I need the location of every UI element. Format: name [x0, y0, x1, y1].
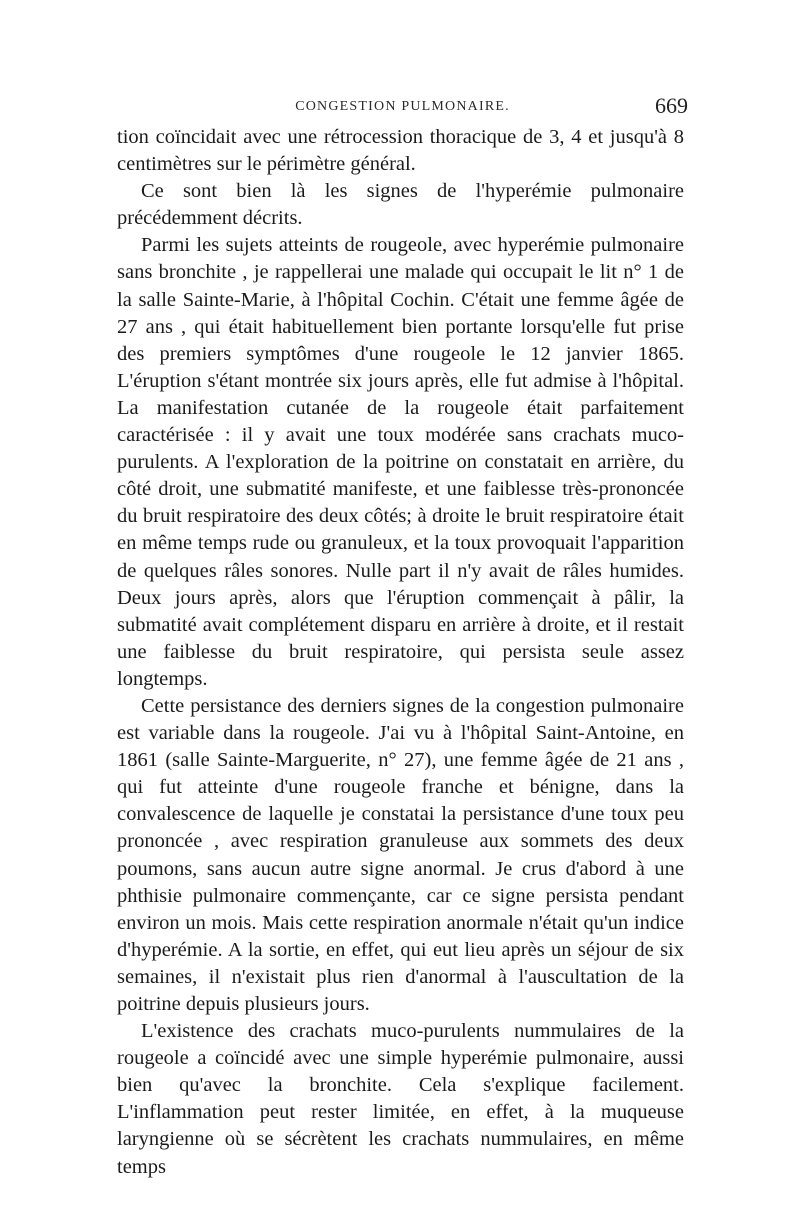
- paragraph: L'existence des crachats muco-purulents nummulaires de la rougeole a coïncidé avec une simple hyperémie pulmonaire, aussi bien qu'avec la bronchite. Cela s'explique facilement. L'inflammation peut rester limitée, en effet, à la muqueuse laryngienne où se sécrètent les crachats nummulaires, en même temps: [117, 1020, 684, 1178]
- paragraph: Ce sont bien là les signes de l'hyperémie pulmonaire précédemment décrits.: [117, 180, 684, 230]
- page-header: [117, 93, 688, 123]
- paragraph: Parmi les sujets atteints de rougeole, avec hyperémie pulmonaire sans bronchite , je rappellerai une malade qui occupait le lit n° 1 de la salle Sainte-Marie, à l'hôpital Cochin. C'était une femme âgée de 27 ans , qui était habituellement bien portante lorsqu'elle fut prise des premiers symptômes d'une rougeole le 12 janvier 1865. L'éruption s'étant montrée six jours après, elle fut admise à l'hôpital. La manifestation cutanée de la rougeole était parfaitement caractérisée : il y avait une toux modérée sans crachats muco-purulents. A l'exploration de la poitrine on constatait en arrière, du côté droit, une submatité manifeste, et une faiblesse très-prononcée du bruit respiratoire des deux côtés; à droite le bruit respiratoire était en même temps rude ou granuleux, et la toux provoquait l'apparition de quelques râles sonores. Nulle part il n'y avait de râles humides. Deux jours après, alors que l'éruption commençait à pâlir, la submatité avait complétement disparu en arrière à droite, et il restait une faiblesse du bruit respiratoire, qui persista seule assez longtemps.: [117, 234, 684, 690]
- paragraph: Cette persistance des derniers signes de la congestion pulmonaire est variable dans la rougeole. J'ai vu à l'hôpital Saint-Antoine, en 1861 (salle Sainte-Marguerite, n° 27), une femme âgée de 21 ans , qui fut atteinte d'une rougeole franche et bénigne, dans la convalescence de laquelle je constatai la persistance d'une toux peu prononcée , avec respiration granuleuse aux sommets des deux poumons, sans aucun autre signe anormal. Je crus d'abord à une phthisie pulmonaire commençante, car ce signe persista pendant environ un mois. Mais cette respiration anormale n'était qu'un indice d'hyperémie. A la sortie, en effet, qui eut lieu après un séjour de six semaines, il n'existait plus rien d'anormal à l'auscultation de la poitrine depuis plusieurs jours.: [117, 694, 684, 1015]
- page-number: 669: [655, 93, 688, 118]
- running-head: CONGESTION PULMONAIRE.: [295, 99, 510, 114]
- body-text: [117, 124, 684, 1181]
- paragraph-continuation: tion coïncidait avec une rétrocession thoracique de 3, 4 et jusqu'à 8 centimètres sur le périmètre général.: [117, 126, 684, 176]
